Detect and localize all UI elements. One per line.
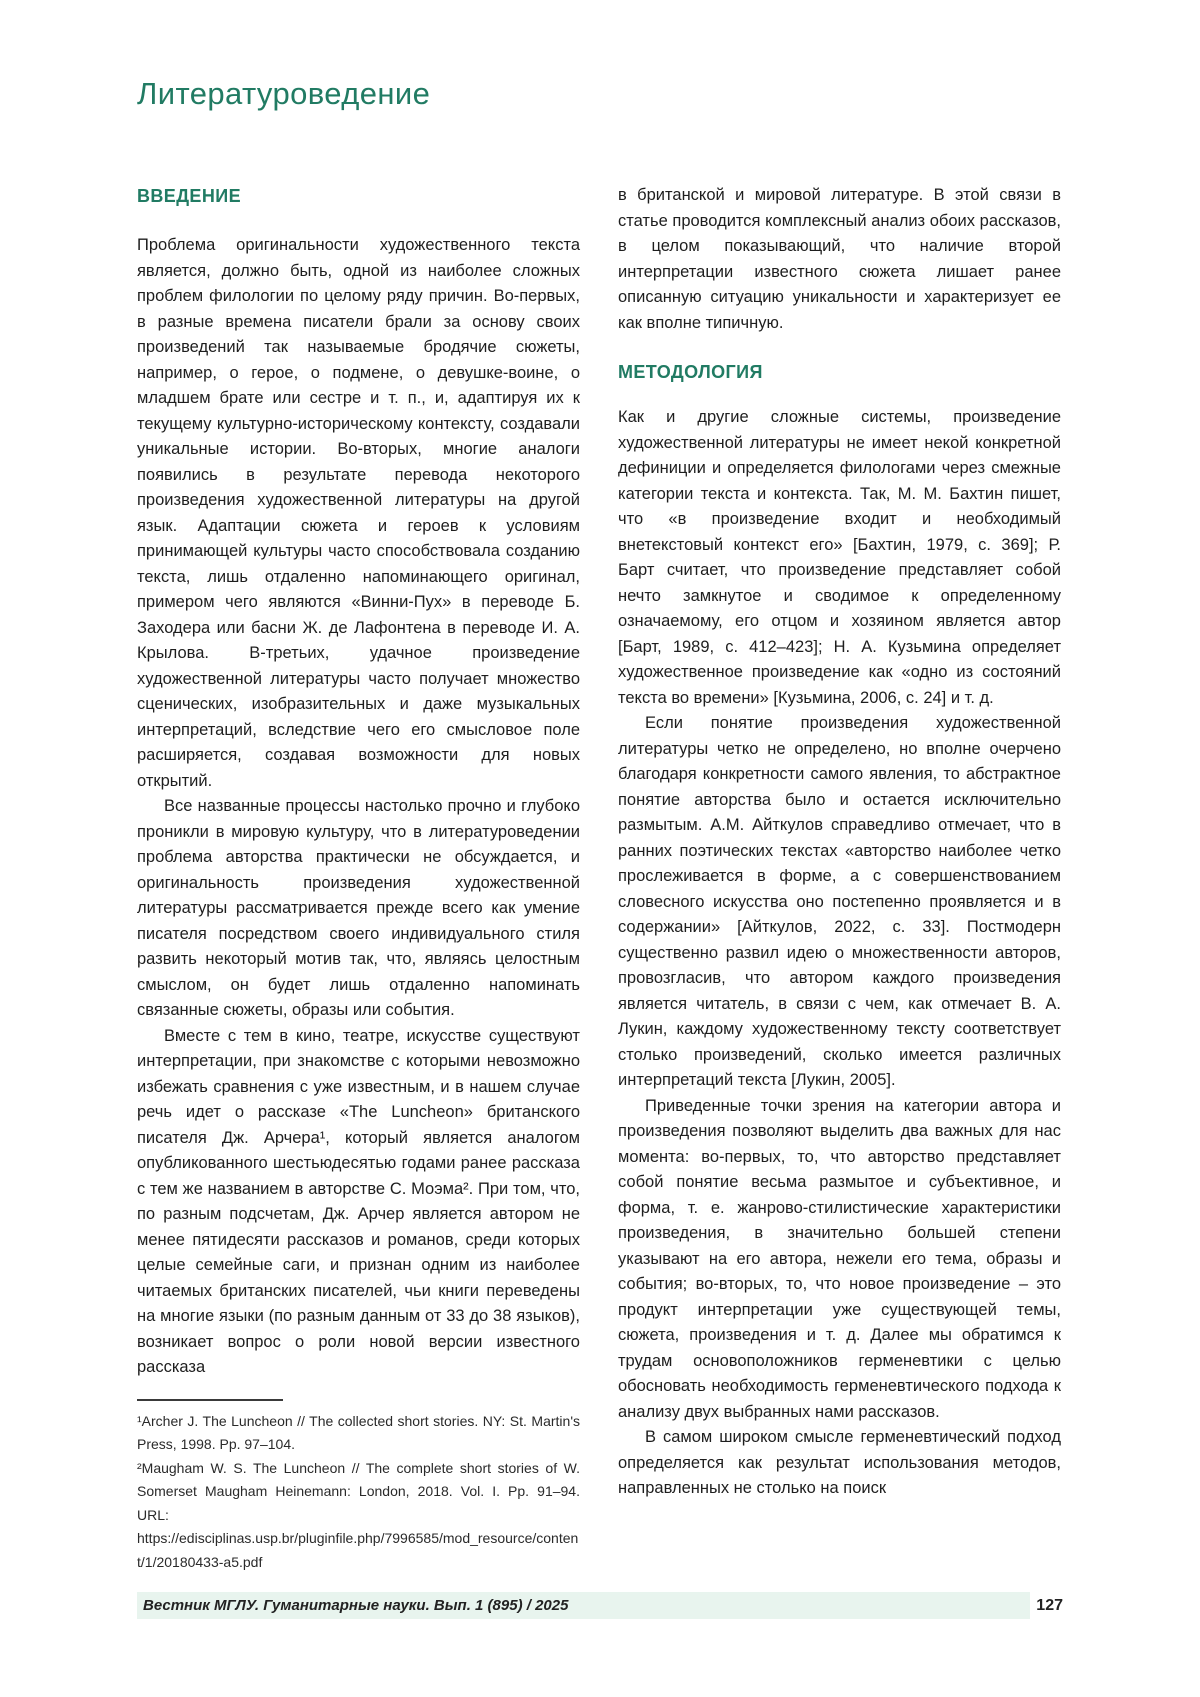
paragraph: Вместе с тем в кино, театре, искусстве существуют интерпретации, при знакомстве с которыми невозможно избежать сравнения с уже известным, и в нашем случае речь идет о рассказе «The Luncheon» британского писателя Дж. Арчера¹, который является аналогом опубликованного шестьюдесятью годами ранее рассказа с тем же названием в авторстве С. Моэма². При том, что, по разным подсчетам, Дж. Арчер является автором не менее пятидесяти рассказов и романов, среди которых целые семейные саги, и признан одним из наиболее читаемых британских писателей, чьи книги переведены на многие языки (по разным данным от 33 до 38 языков), возникает вопрос о роли новой версии известного рассказа	[137, 1026, 580, 1376]
journal-info-bar	[137, 1592, 1030, 1619]
page-footer	[137, 1592, 1063, 1619]
left-column	[137, 180, 580, 1574]
paragraph: в британской и мировой литературе. В этой связи в статье проводится комплексный анализ обоих рассказов, в целом показывающий, что наличие второй интерпретации известного сюжета лишает ранее описанную ситуацию уникальности и характеризует ее как вполне типичную.	[618, 186, 1061, 332]
paragraph: Если понятие произведения художественной литературы четко не определено, но вполне очерчено благодаря конкретности самого явления, то абстрактное понятие авторства было и остается исключительно размытым. А.М. Айткулов справедливо отмечает, что в ранних поэтических текстах «авторство наиболее четко прослеживается в форме, а с совершенствованием словесного искусства оно постепенно проявляется и в содержании» [Айткулов, 2022, с. 33]. Постмодерн существенно развил идею о множественности авторов, провозгласив, что автором каждого произведения является читатель, в связи с чем, как отмечает В. А. Лукин, каждому художественному тексту соответствует столько произведений, сколько имеется различных интерпретаций текста [Лукин, 2005].	[618, 714, 1061, 1089]
right-column	[618, 180, 1061, 1574]
journal-info-text: Вестник МГЛУ. Гуманитарные науки. Вып. 1 (895) / 2025	[143, 1597, 569, 1614]
paragraph: Приведенные точки зрения на категории автора и произведения позволяют выделить два важных для нас момента: во-первых, то, что авторство представляет собой понятие весьма размытое и субъективное, и форма, т. е. жанрово-стилистические характеристики произведения, в значительно большей степени указывают на его автора, нежели его тема, образы и события; во-вторых, то, что новое произведение – это продукт интерпретации уже существующей темы, сюжета, произведения и т. д. Далее мы обратимся к трудам основоположников герменевтики с целью обосновать необходимость герменевтического подхода к анализу двух выбранных нами рассказов.	[618, 1096, 1061, 1421]
paragraph: Как и другие сложные системы, произведение художественной литературы не имеет некой конкретной дефиниции и определяется филологами через смежные категории текста и контекста. Так, М. М. Бахтин пишет, что «в произведение входит и необходимый внетекстовый контекст его» [Бахтин, 1979, с. 369]; Р. Барт считает, что произведение представляет собой нечто замкнутое и сводимое к определенному означаемому, его отцом и хозяином является автор [Барт, 1989, с. 412–423]; Н. А. Кузьмина определяет художественное произведение как «одно из состояний текста во времени» [Кузьмина, 2006, с. 24] и т. д.	[618, 408, 1061, 707]
article-body	[137, 180, 1061, 1574]
page-number: 127	[1036, 1597, 1063, 1614]
footnote-1: ¹Archer J. The Luncheon // The collected short stories. NY: St. Martin's Press, 1998. Pp. 97–104.	[137, 1412, 580, 1452]
footnote-2: ²Maugham W. S. The Luncheon // The complete short stories of W. Somerset Maugham Heinemann: London, 2018. Vol. I. Pp. 91–94. URL: https://edisciplinas.usp.br/pluginfile.php/7996585/mod_resource/content/1/20180433-a5.pdf	[137, 1459, 580, 1570]
paragraph: Проблема оригинальности художественного текста является, должно быть, одной из наиболее сложных проблем филологии по целому ряду причин. Во-первых, в разные времена писатели брали за основу своих произведений так называемые бродячие сюжеты, например, о герое, о подмене, о девушке-воине, о младшем брате или сестре и т. п., и, адаптируя их к текущему культурно-историческому контексту, создавали уникальные истории. Во-вторых, многие аналоги появились в результате перевода некоторого произведения художественной литературы на другой язык. Адаптации сюжета и героев к условиям принимающей культуры часто способствовала созданию текста, лишь отдаленно напоминающего оригинал, примером чего являются «Винни-Пух» в переводе Б. Заходера или басни Ж. де Лафонтена в переводе И. А. Крылова. В-третьих, удачное произведение художественной литературы часто получает множество сценических, изобразительных и даже музыкальных интерпретаций, вследствие чего его смысловое поле расширяется, создавая возможности для новых открытий.	[137, 236, 580, 790]
page-title: Литературоведение	[137, 76, 431, 111]
footnote-divider	[137, 1399, 283, 1401]
paragraph: Все названные процессы настолько прочно и глубоко проникли в мировую культуру, что в литературоведении проблема авторства практически не обсуждается, и оригинальность произведения художественной литературы рассматривается прежде всего как умение писателя посредством своего индивидуального стиля развить некоторый мотив так, что, являясь целостным смыслом, он будет лишь отдаленно напоминать связанные сюжеты, образы или события.	[137, 797, 580, 1019]
section-heading-methodology: МЕТОДОЛОГИЯ	[618, 362, 763, 382]
footnotes	[137, 1399, 580, 1575]
paragraph: В самом широком смысле герменевтический подход определяется как результат использования методов, направленных не столько на поиск	[618, 1428, 1061, 1497]
section-heading-introduction: ВВЕДЕНИЕ	[137, 186, 241, 206]
